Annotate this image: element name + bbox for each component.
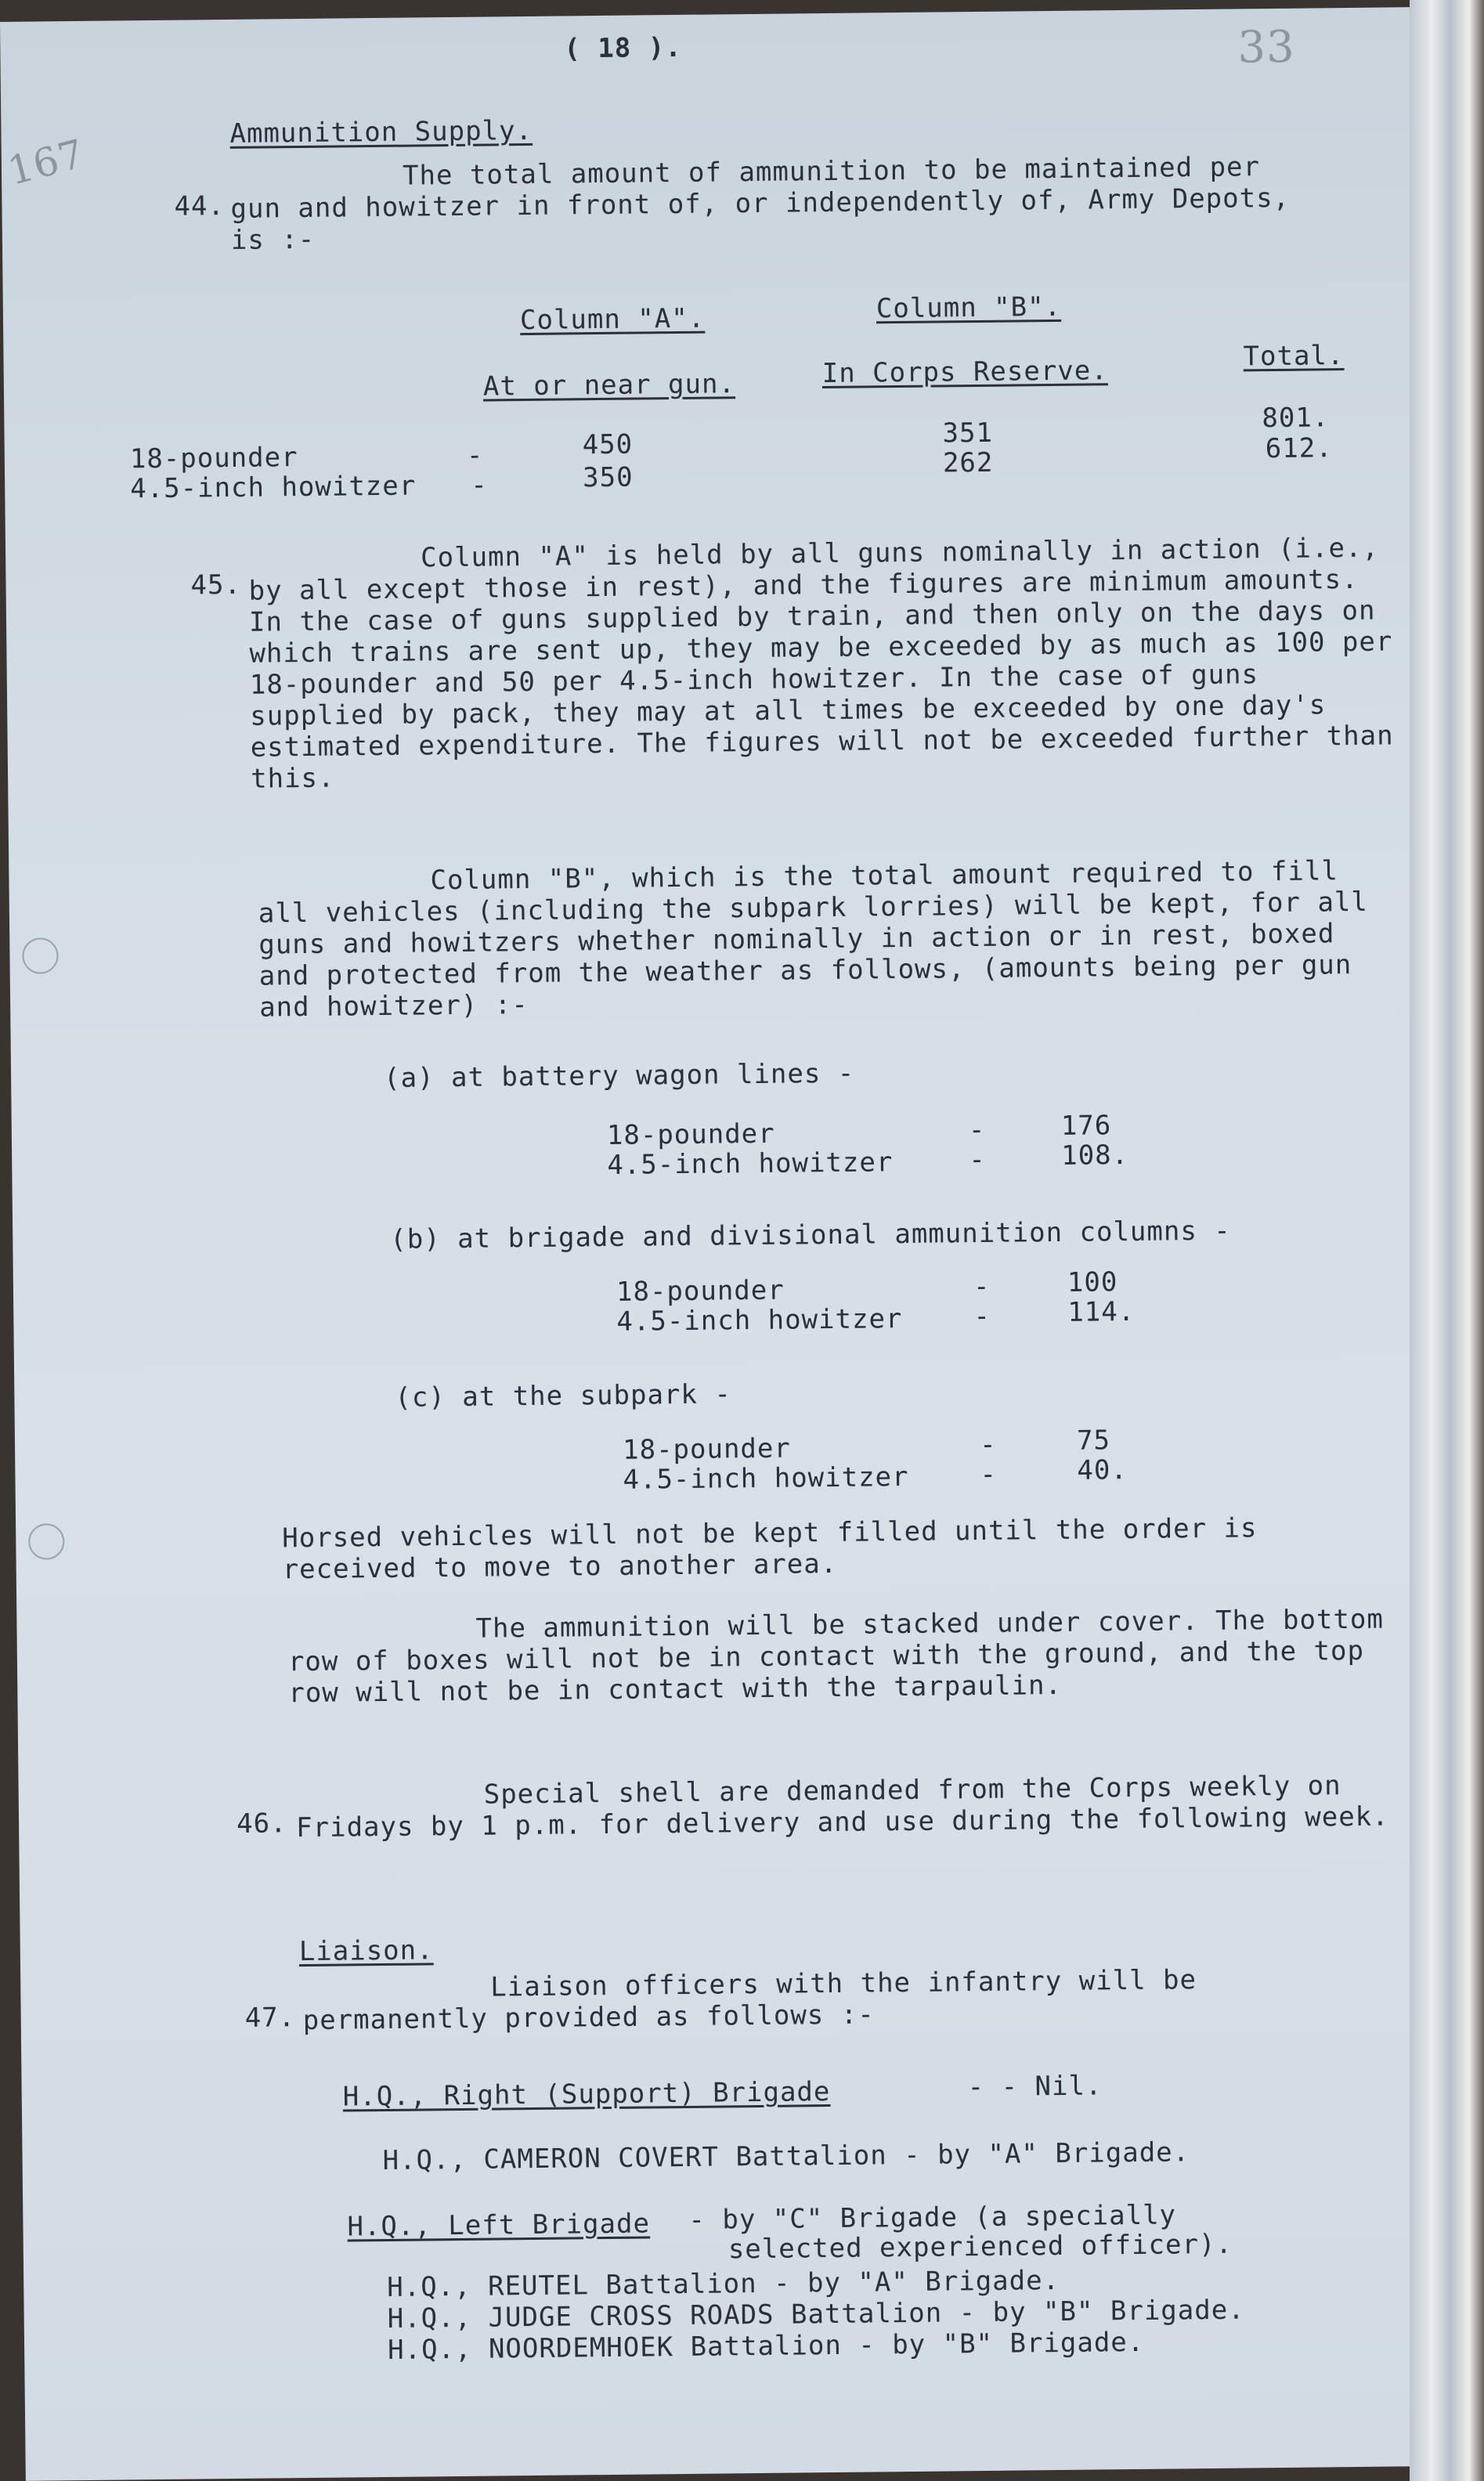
group-b-label-2: 4.5-inch howitzer — [616, 1303, 903, 1338]
left-brigade-value: - by "C" Brigade (a specially — [688, 2199, 1177, 2236]
para-47-text: Liaison officers with the infantry will be permanently provided as follows :- — [302, 1964, 1197, 2037]
left-brigade-hq: H.Q., Left Brigade — [347, 2208, 651, 2243]
col-total-head: Total. — [1243, 340, 1345, 373]
page-number: 33 — [1237, 21, 1296, 74]
row-col-a: 350 — [582, 461, 634, 494]
group-c-val-1: 75 — [1076, 1425, 1111, 1457]
para-45-text3: Horsed vehicles will not be kept filled until the order is received to move to another area. — [282, 1512, 1258, 1586]
group-a-label-2: 4.5-inch howitzer — [607, 1147, 894, 1181]
group-c-label-1: 18-pounder — [622, 1432, 792, 1466]
para-45-text1: Column "A" is held by all guns nominally in action (i.e., by all except those in rest), and the figures are minimum amounts. In the case of guns supplied by train, and then only on the days on which trains are sent up, they may be exceeded by as much as 100 per 18-pounder and 50 per 4.5-inch howitzer. In the case of guns supplied by pack, they may at all times be exceeded by one day's estimated expenditure. The figures will not be exceeded further than this. — [248, 532, 1394, 795]
margin-note: 167 — [3, 130, 90, 194]
group-b-head: (b) at brigade and divisional ammunition columns - — [390, 1215, 1231, 1255]
row-total: 801. — [1262, 402, 1330, 435]
group-c-dash-2: - — [980, 1458, 998, 1490]
para-44-text: The total amount of ammunition to be maintained per gun and howitzer in front of, or independently of, Army Depots, is :- — [230, 151, 1291, 256]
group-c-val-2: 40. — [1077, 1454, 1128, 1486]
col-a-sub: At or near gun. — [482, 368, 736, 403]
list-item: H.Q., NOORDEMHOEK Battalion - by "B" Brigade. — [387, 2326, 1145, 2366]
para-46-text: Special shell are demanded from the Corps weekly on Fridays by 1 p.m. for delivery and use during the following week. — [295, 1770, 1389, 1844]
section-title: Ammunition Supply. — [229, 114, 533, 150]
col-b-sub: In Corps Reserve. — [821, 355, 1108, 390]
group-a-head: (a) at battery wagon lines - — [383, 1057, 855, 1094]
para-45-number: 45. — [190, 569, 242, 601]
row-dash: - — [471, 469, 488, 501]
group-b-dash-1: - — [973, 1270, 991, 1303]
row-col-a: 450 — [582, 428, 634, 461]
group-a-dash-1: - — [968, 1114, 986, 1147]
row-dash: - — [466, 439, 484, 471]
row-label: 4.5-inch howitzer — [130, 470, 417, 505]
group-b-val-2: 114. — [1067, 1295, 1136, 1328]
cameron-covert-row: H.Q., CAMERON COVERT Battalion - by "A" Brigade. — [382, 2136, 1190, 2177]
left-brigade-value-2: selected experienced officer). — [728, 2228, 1233, 2266]
group-c-dash-1: - — [979, 1428, 997, 1461]
group-c-head: (c) at the subpark - — [395, 1378, 732, 1414]
list-item: H.Q., JUDGE CROSS ROADS Battalion - by "B" Brigade. — [387, 2294, 1245, 2335]
right-brigade-value: - - Nil. — [967, 2070, 1103, 2104]
para-45-text2: Column "B", which is the total amount required to fill all vehicles (including the subpark lorries) will be kept, for all guns and howitzers whether nominally in action or in rest, boxed and protected from the weather as follows, (amounts being per gun and howitzer) :- — [258, 855, 1369, 1024]
col-a-head: Column "A". — [519, 302, 706, 337]
liaison-title: Liaison. — [298, 1934, 434, 1968]
punch-hole — [22, 937, 58, 973]
row-label: 18-pounder — [129, 442, 298, 475]
group-c-label-2: 4.5-inch howitzer — [623, 1461, 909, 1496]
group-b-val-1: 100 — [1067, 1266, 1118, 1298]
group-b-dash-2: - — [973, 1300, 991, 1333]
right-brigade-hq: H.Q., Right (Support) Brigade — [342, 2076, 831, 2113]
punch-hole — [28, 1523, 64, 1559]
page-edge — [1410, 0, 1484, 2481]
document-page — [0, 7, 1435, 2481]
row-col-b: 262 — [942, 446, 994, 479]
group-b-label-1: 18-pounder — [616, 1274, 785, 1308]
page-marker: ( 18 ). — [564, 31, 682, 65]
para-46-number: 46. — [236, 1807, 287, 1840]
col-b-head: Column "B". — [876, 291, 1062, 325]
row-col-b: 351 — [942, 417, 994, 450]
group-a-dash-2: - — [969, 1143, 986, 1176]
para-47-number: 47. — [244, 2002, 296, 2034]
para-44-number: 44. — [174, 190, 226, 222]
group-a-label-1: 18-pounder — [606, 1118, 775, 1151]
para-45-text4: The ammunition will be stacked under cover. The bottom row of boxes will not be in contact with the ground, and the top row will not be in contact with the tarpaulin. — [287, 1603, 1385, 1710]
row-total: 612. — [1265, 432, 1333, 465]
group-a-val-2: 108. — [1061, 1139, 1129, 1172]
group-a-val-1: 176 — [1060, 1110, 1112, 1142]
list-item: H.Q., REUTEL Battalion - by "A" Brigade. — [387, 2264, 1060, 2303]
